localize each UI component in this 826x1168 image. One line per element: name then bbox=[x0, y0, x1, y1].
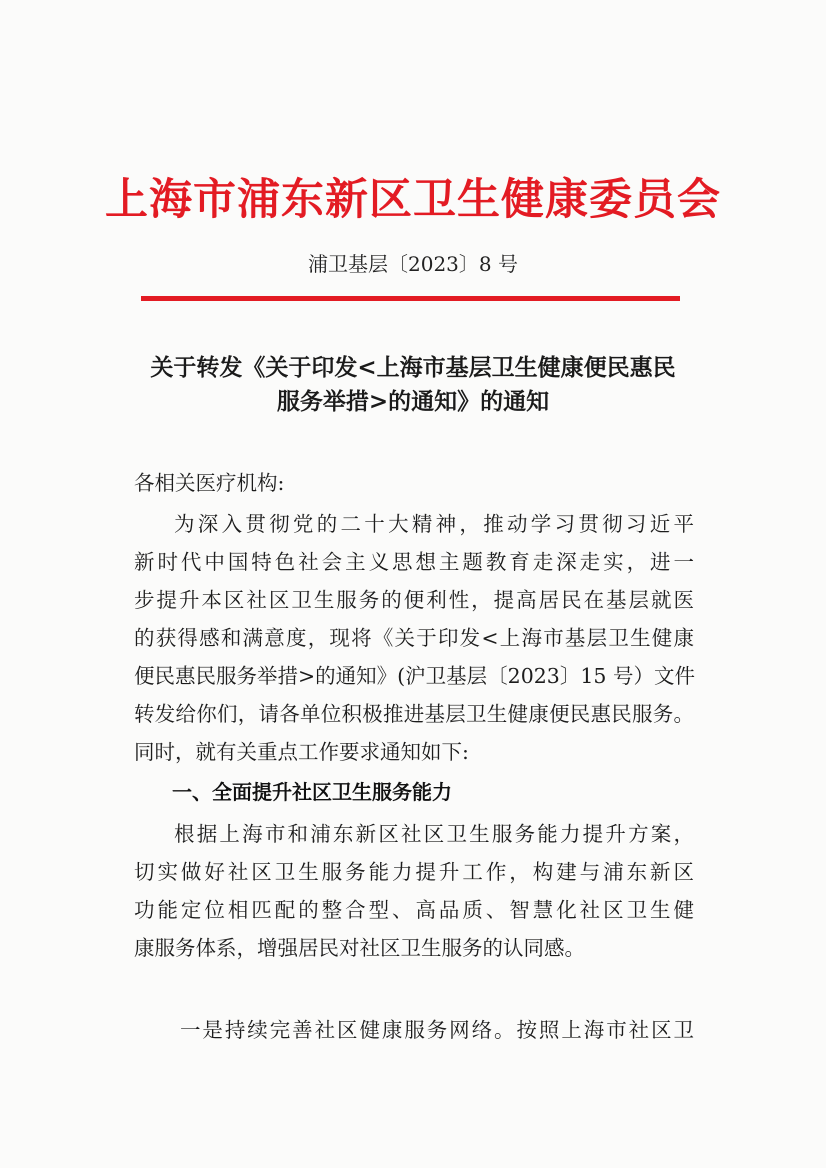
intro-line: 同时，就有关重点工作要求通知如下: bbox=[134, 740, 469, 764]
section-line: 功能定位相匹配的整合型、高品质、智慧化社区卫生健 bbox=[134, 898, 694, 922]
intro-line: 步提升本区社区卫生服务的便利性，提高居民在基层就医 bbox=[134, 588, 694, 612]
intro-line: 的获得感和满意度，现将《关于印发<上海市基层卫生健康 bbox=[134, 626, 694, 650]
section-heading: 一、全面提升社区卫生服务能力 bbox=[172, 780, 452, 804]
section-line: 一是持续完善社区健康服务网络。按照上海市社区卫 bbox=[180, 1018, 694, 1042]
intro-line: 新时代中国特色社会主义思想主题教育走深走实，进一 bbox=[134, 550, 694, 574]
document-number: 浦卫基层〔2023〕8 号 bbox=[308, 252, 518, 276]
section-line: 康服务体系，增强居民对社区卫生服务的认同感。 bbox=[134, 936, 585, 960]
salutation: 各相关医疗机构: bbox=[134, 471, 285, 495]
intro-line: 便民惠民服务举措>的通知》(沪卫基层〔2023〕15 号）文件 bbox=[134, 664, 695, 688]
organization-header: 上海市浦东新区卫生健康委员会 bbox=[105, 175, 721, 225]
intro-line: 为深入贯彻党的二十大精神，推动学习贯彻习近平 bbox=[174, 512, 694, 536]
document-title-line-2: 服务举措>的通知》的通知 bbox=[276, 388, 550, 415]
section-line: 根据上海市和浦东新区社区卫生服务能力提升方案， bbox=[174, 822, 694, 846]
document-title-line-1: 关于转发《关于印发<上海市基层卫生健康便民惠民 bbox=[150, 354, 676, 381]
intro-line: 转发给你们，请各单位积极推进基层卫生健康便民惠民服务。 bbox=[134, 702, 694, 726]
red-divider-line bbox=[141, 296, 680, 301]
section-line: 切实做好社区卫生服务能力提升工作，构建与浦东新区 bbox=[134, 860, 694, 884]
